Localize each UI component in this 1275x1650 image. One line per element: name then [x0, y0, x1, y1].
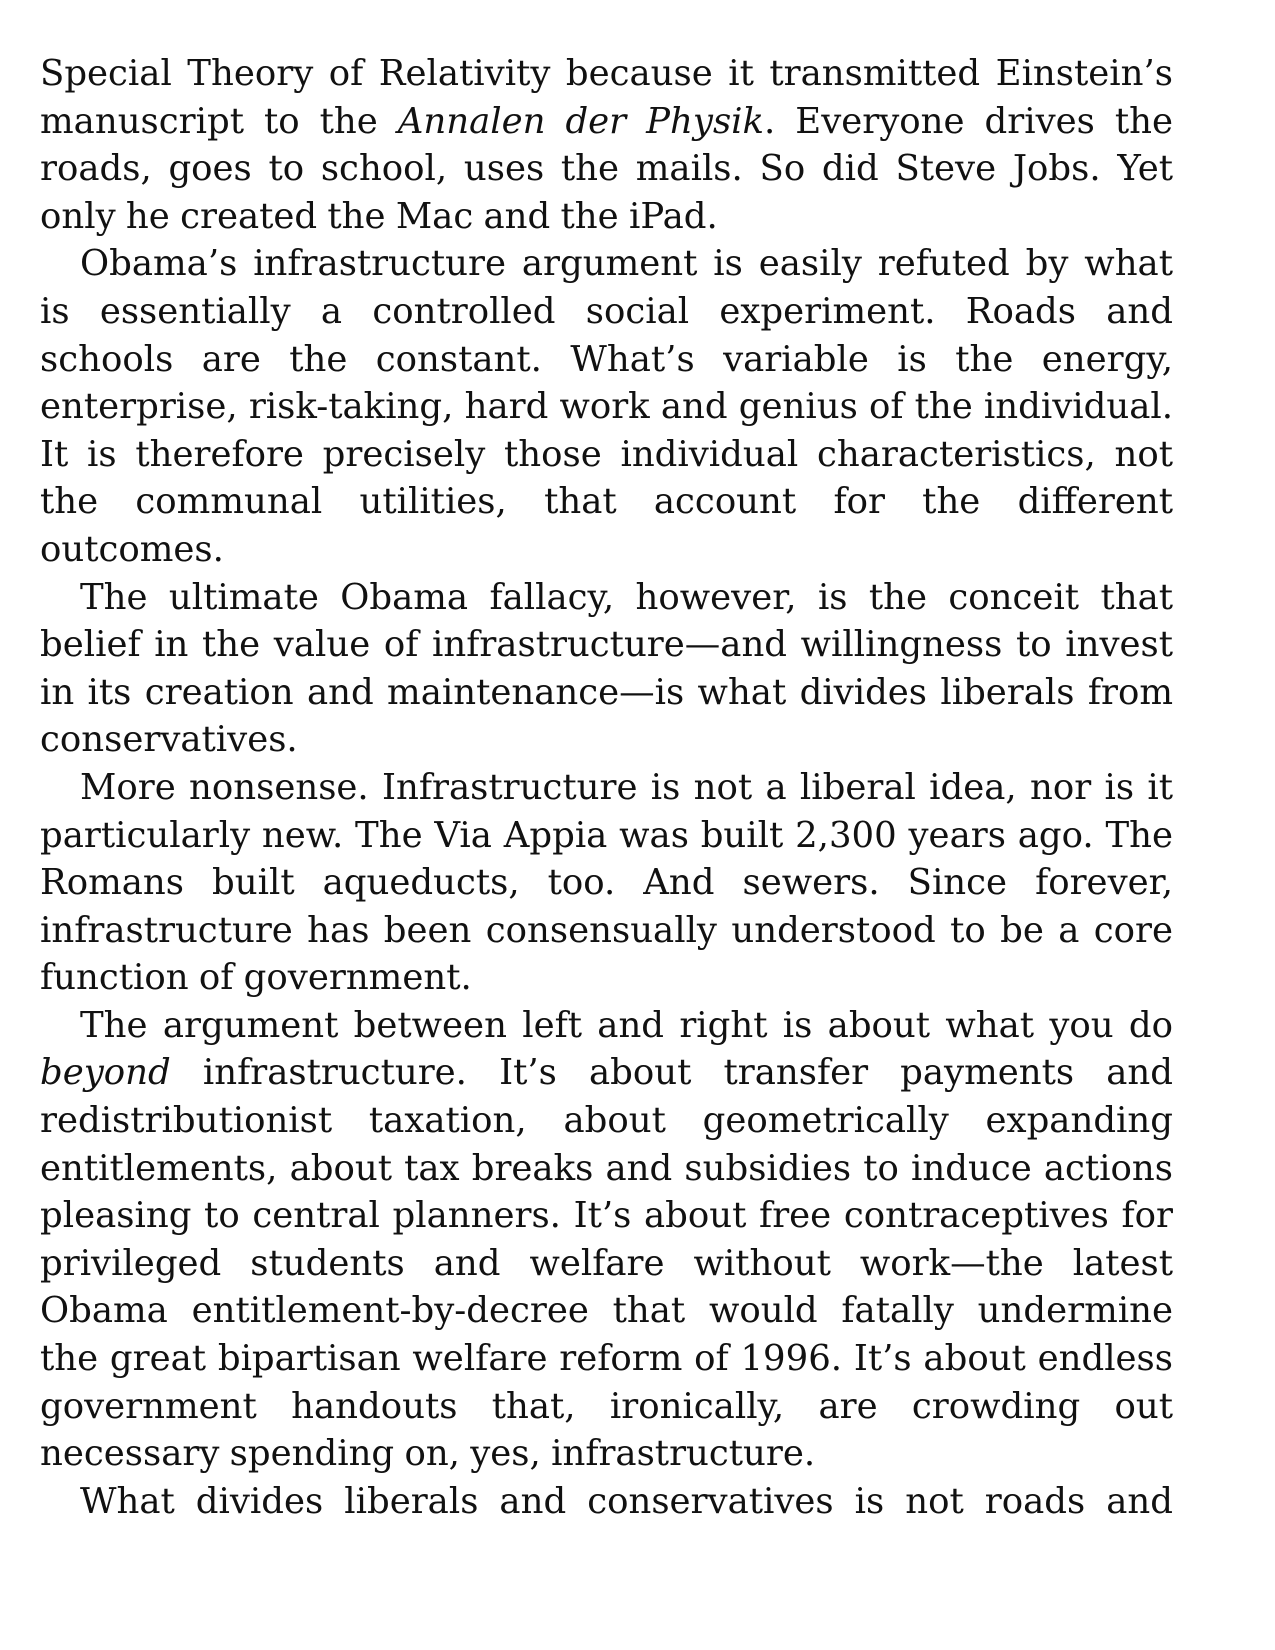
italic-emphasis: beyond — [40, 1052, 171, 1094]
paragraph-6 — [40, 1478, 1173, 1526]
text-run: The argument between left and right is about what you do — [80, 1004, 1173, 1046]
paragraph-1 — [40, 50, 1173, 240]
document-page — [40, 50, 1173, 1525]
text-run: What divides liberals and conservatives is not roads and — [80, 1480, 1173, 1522]
text-run: More nonsense. Infrastructure is not a liberal idea, nor is it particularly new. The Via Appia was built 2,300 years ago. The Romans built aqueducts, too. And sewers. Since forever, infrastructure has been consensually understood to be a core function of government. — [40, 766, 1173, 999]
paragraph-2 — [40, 240, 1173, 573]
text-run: infrastructure. It’s about transfer payments and redistributionist taxation, about geometrically expanding entitlements, about tax breaks and subsidies to induce actions pleasing to central planners. It’s about free contraceptives for privileged students and welfare without work—the latest Obama entitlement-by-decree that would fatally undermine the great bipartisan welfare reform of 1996. It’s about endless government handouts that, ironically, are crowding out necessary spending on, yes, infrastructure. — [40, 1052, 1173, 1475]
italic-journal-title: Annalen der Physik — [397, 100, 765, 142]
paragraph-4 — [40, 764, 1173, 1002]
text-run: Special Theory of Relativity because it transmitted Einstein’s manuscript to the — [40, 53, 1173, 142]
text-run: The ultimate Obama fallacy, however, is the conceit that belief in the value of infrastructure—and willingness to invest in its creation and maintenance—is what divides liberals from conservatives. — [40, 576, 1173, 761]
text-run: . Everyone drives the roads, goes to school, uses the mails. So did Steve Jobs. Yet only he created the Mac and the iPad. — [40, 100, 1173, 237]
text-run: Obama’s infrastructure argument is easily refuted by what is essentially a controlled social experiment. Roads and schools are the constant. What’s variable is the energy, enterprise, risk-taking, hard work and genius of the individual. It is therefore precisely those individual characteristics, not the communal utilities, that account for the different outcomes. — [40, 243, 1173, 570]
paragraph-5 — [40, 1002, 1173, 1478]
paragraph-3 — [40, 574, 1173, 764]
